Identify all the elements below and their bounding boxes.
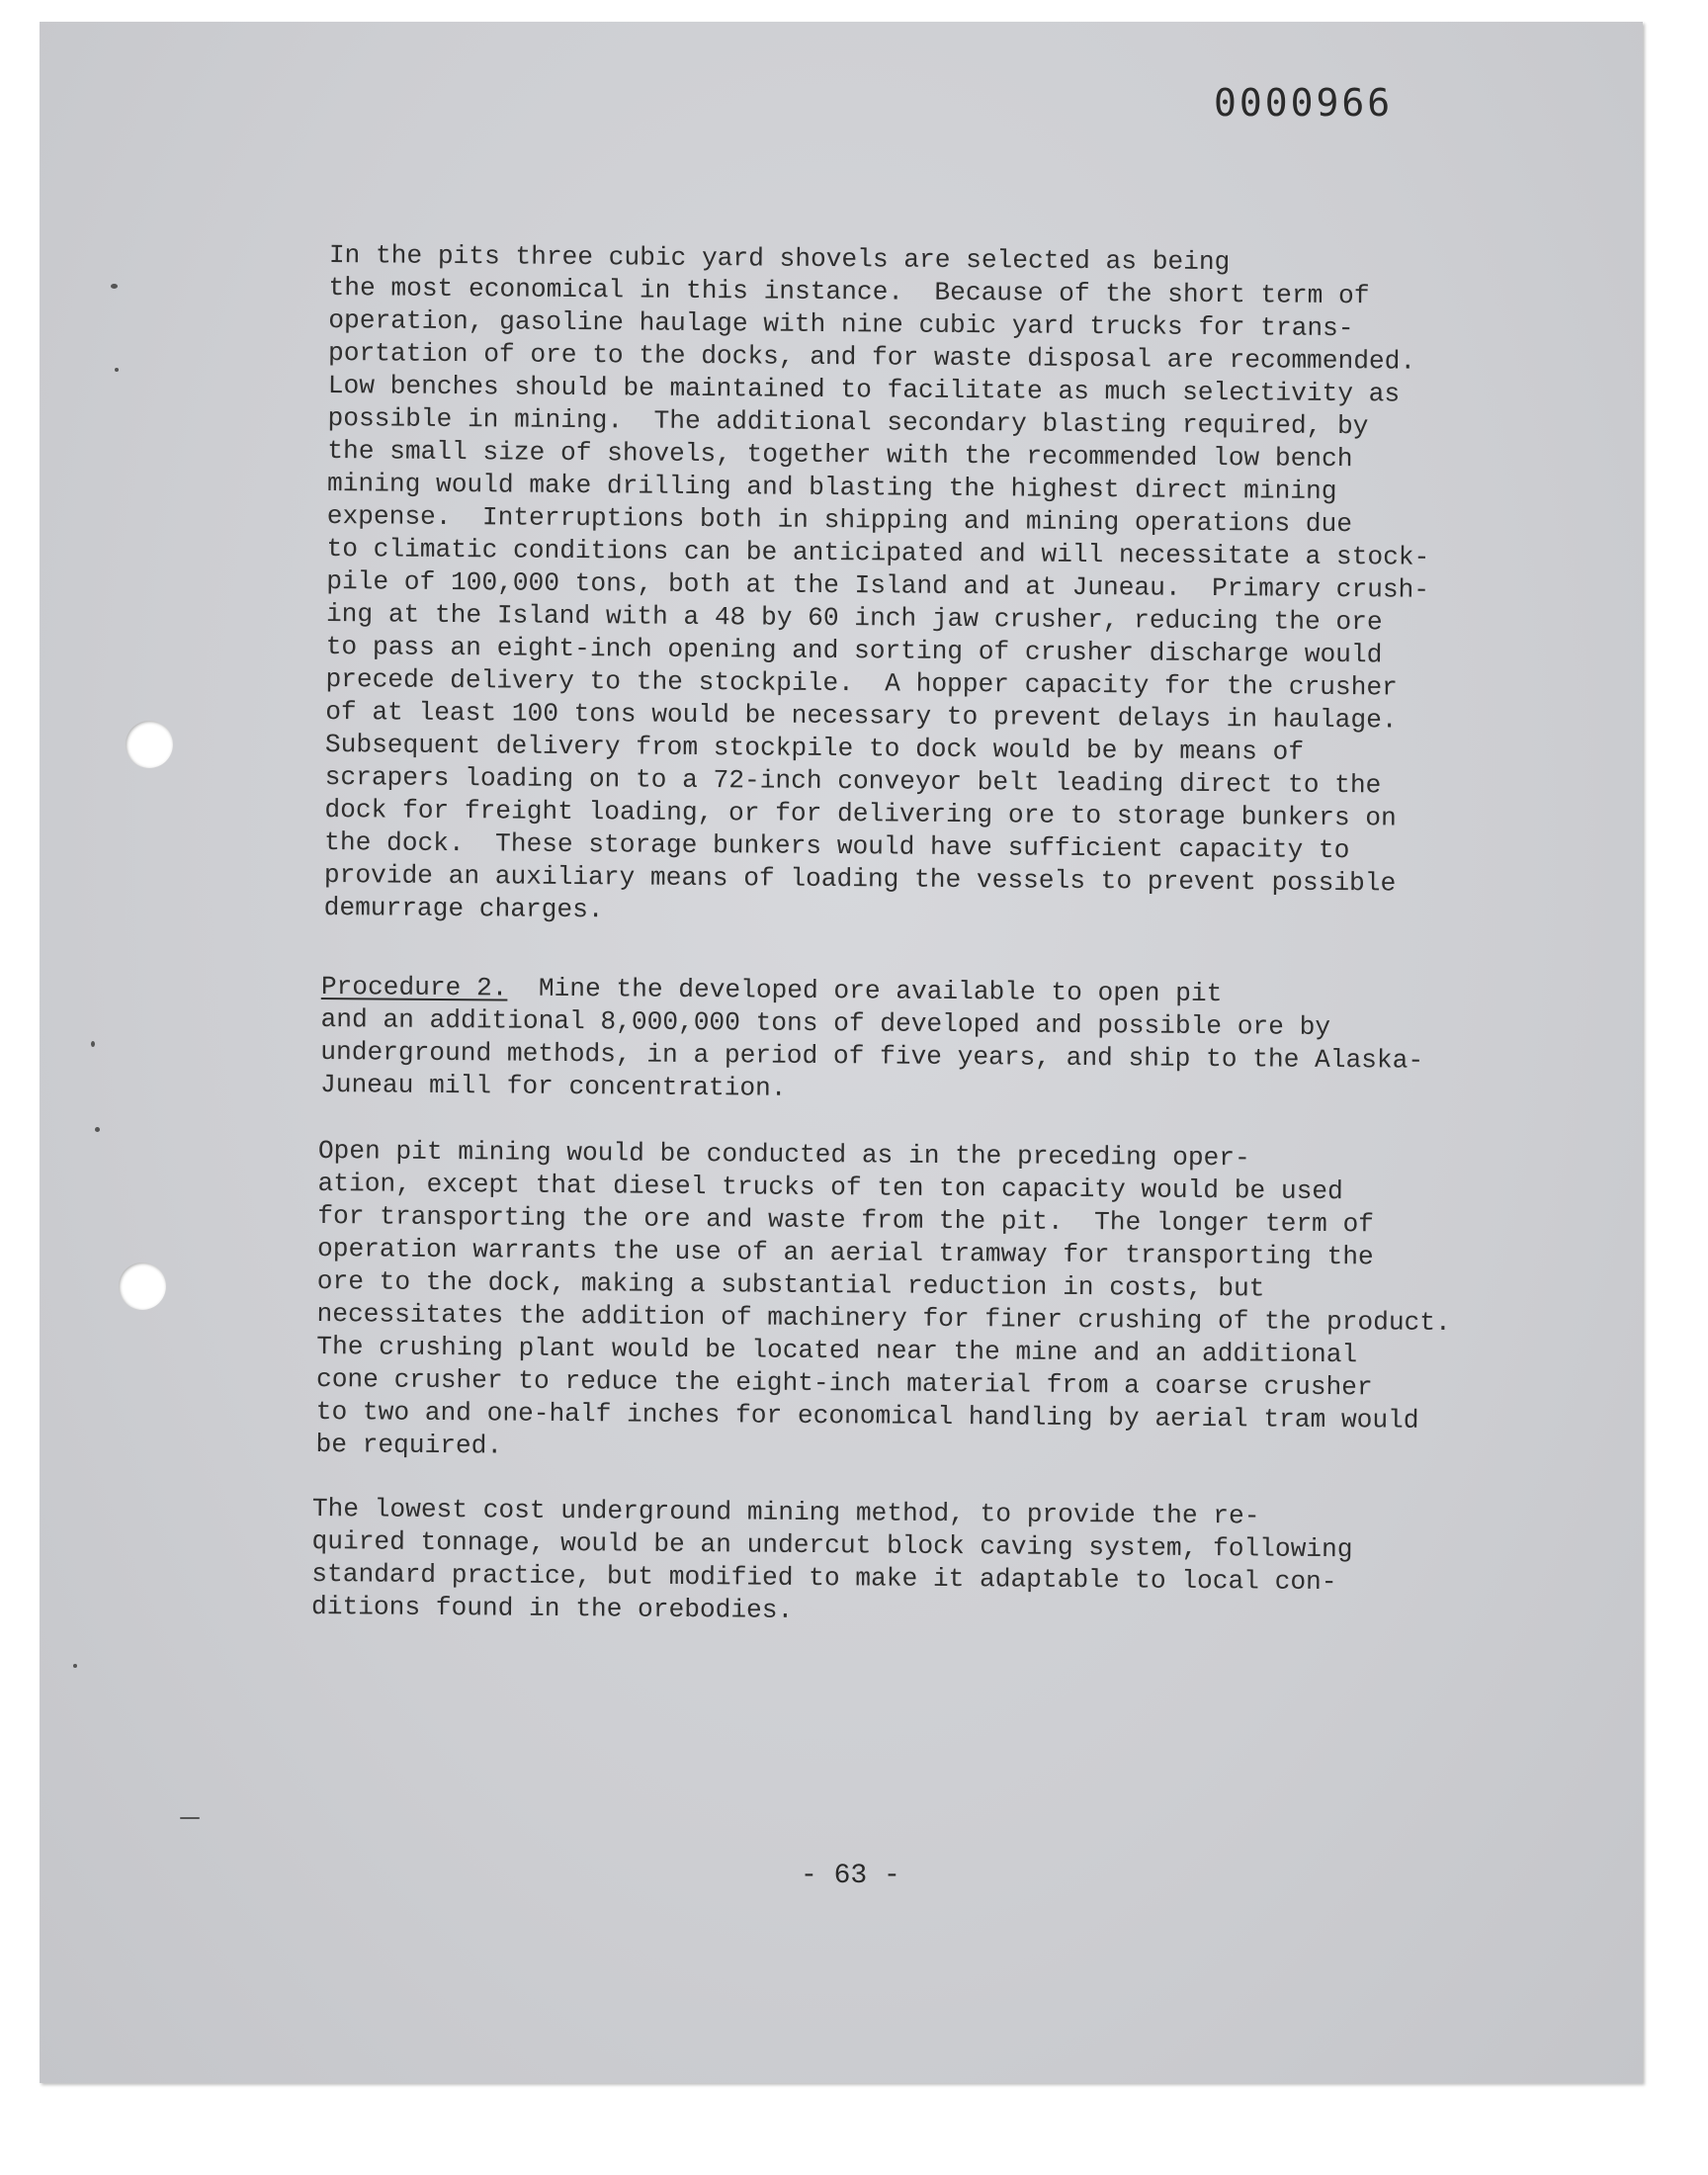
paragraph-underground-method: The lowest cost underground mining method, to provide the re- quired tonnage, would be an undercut block caving system, following standard practice, but modified to make it adaptable to local con- ditions found in the orebodies. [310, 1494, 1353, 1625]
document-control-number: 0000966 [1214, 81, 1394, 125]
page-number: - 63 - [801, 1861, 900, 1891]
scan-speck [111, 284, 118, 289]
paragraph-open-pit-mining: Open pit mining would be conducted as in the preceding oper- ation, except that diesel trucks of ten ton capacity would be used for transporting the ore and waste from the pit. The longer term of operation warrants the use of an aerial tramway for transporting the ore to the dock, making a substantial reduction in costs, but necessitates the addition of machinery for finer crushing of the product. The crushing plant would be located near the mine and an additional cone crusher to reduce the eight-inch material from a coarse crusher to two and one-half inches for economical handling by aerial tram would be required. [315, 1136, 1451, 1461]
scan-speck [91, 1041, 95, 1047]
punch-hole [119, 1262, 166, 1310]
punch-hole [126, 721, 173, 768]
procedure-2-heading: Procedure 2. [320, 971, 508, 1003]
scan-speck [95, 1127, 100, 1132]
scan-speck [180, 1817, 200, 1819]
procedure-2-text: Mine the developed ore available to open pit and an additional 8,000,000 tons of developed and possible ore by underground methods, in a period of five years, and ship to the Alaska- Juneau mill for concentration. [319, 973, 1424, 1103]
paragraph-procedure-2 [320, 971, 1424, 1110]
scan-speck [73, 1664, 77, 1668]
scan-speck [115, 368, 119, 372]
paragraph-pit-shovels: In the pits three cubic yard shovels are selected as being the most economical in this instance. Because of the short term of operation, gasoline haulage with nine cubic yard trucks for trans- portation of ore to the docks, and for waste disposal are recommended. Low benches should be maintained to facilitate as much selectivity as possible in mining. The additional secondary blasting required, by the small size of shovels, together with the recommended low bench mining would make drilling and blasting the highest direct mining expense. Interruptions both in shipping and mining operations due to climatic conditions can be anticipated and will necessitate a stock- pile of 100,000 tons, both at the Island and at Juneau. Primary crush- ing at the Island with a 48 by 60 inch jaw crusher, reducing the ore to pass an eight-inch opening and sorting of crusher discharge would precede delivery to the stockpile. A hopper capacity for the crusher of at least 100 tons would be necessary to prevent delays in haulage. Subsequent delivery from stockpile to dock would be by means of scrapers loading on to a 72-inch conveyor belt leading direct to the dock for freight loading, or for delivering ore to storage bunkers on the dock. These storage bunkers would have sufficient capacity to provide an auxiliary means of loading the vessels to prevent possible demurrage charges. [323, 239, 1430, 925]
